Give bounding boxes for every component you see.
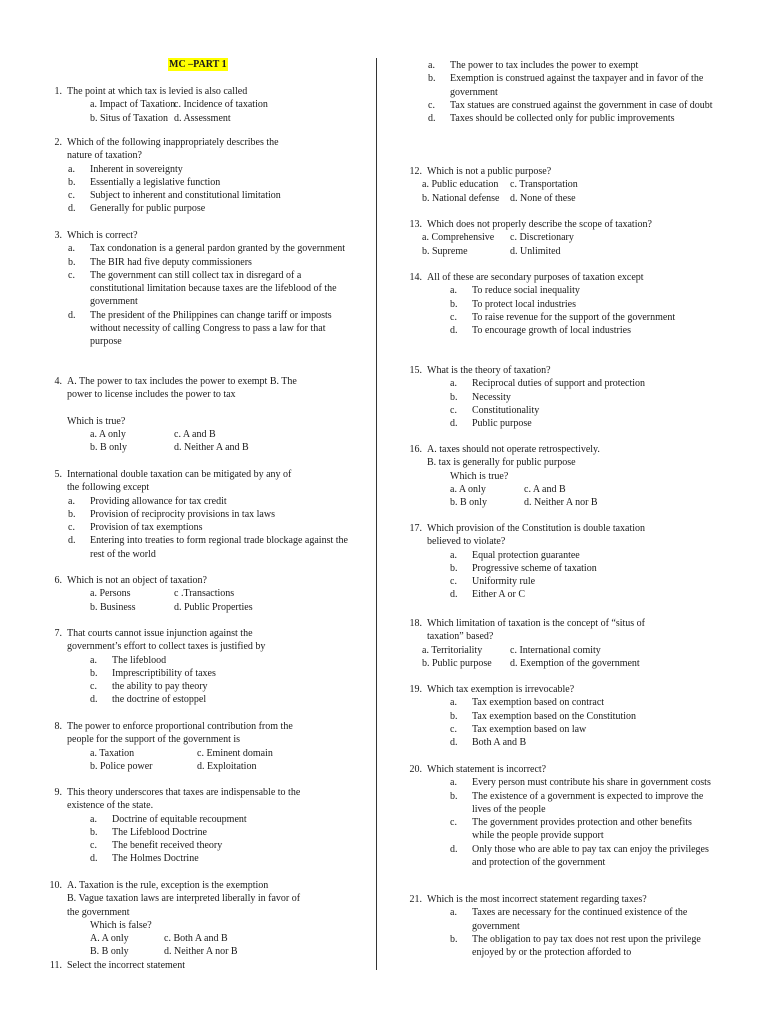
which-prompt: Which is true? [450, 470, 509, 482]
question-text-line: government’s effort to collect taxes is justified by [67, 641, 266, 653]
answer-choice-row [40, 112, 356, 125]
question-block [40, 468, 356, 561]
question-block [400, 443, 716, 509]
answer-choice-row [40, 98, 356, 111]
question-text-line: This theory underscores that taxes are indispensable to the [67, 787, 301, 798]
answer-choice: c .Transactions [174, 588, 235, 600]
option-letter: a. [90, 654, 97, 666]
question-number: 1. [54, 86, 62, 97]
question-body [427, 763, 716, 776]
answer-choice-row [40, 760, 356, 773]
question-text-line: Which is the most incorrect statement regarding taxes? [427, 894, 647, 905]
option-letter: b. [450, 391, 458, 403]
answer-option [40, 163, 356, 176]
answer-option [400, 843, 716, 870]
option-letter: b. [428, 73, 436, 85]
question-number: 13. [409, 219, 422, 230]
question-block [40, 786, 356, 866]
page-title: MC –PART 1 [169, 59, 227, 70]
answer-option [40, 242, 356, 255]
answer-choice-row [400, 245, 716, 258]
answer-choice: b. Public purpose [422, 657, 492, 669]
question-text-line: The point at which tax is levied is also called [67, 86, 248, 97]
option-text: Exemption is construed against the taxpayer and in favor of the government [450, 73, 704, 98]
answer-choice: b. Business [90, 601, 136, 613]
answer-choice-row [400, 657, 716, 670]
answer-option [400, 776, 716, 789]
option-text: The government provides protection and other benefits while the people provide support [472, 817, 692, 842]
option-text: Provision of tax exemptions [90, 522, 203, 534]
answer-choice-row [400, 483, 716, 496]
answer-option [40, 189, 356, 202]
answer-option [40, 667, 356, 680]
option-letter: a. [450, 378, 457, 390]
answer-option [40, 202, 356, 215]
answer-option [40, 256, 356, 269]
answer-option [40, 508, 356, 521]
answer-option [400, 575, 716, 588]
option-text: Constitutionality [472, 404, 540, 416]
answer-option [400, 906, 716, 933]
option-text: The power to tax includes the power to exempt [450, 60, 639, 71]
question-number: 9. [54, 787, 62, 798]
question-body [67, 85, 356, 98]
answer-option [400, 816, 716, 843]
question-number: 18. [409, 618, 422, 629]
question-block [400, 271, 716, 337]
answer-choice: d. Neither A nor B [164, 946, 238, 958]
option-letter: d. [450, 843, 458, 855]
option-letter: c. [450, 404, 457, 416]
option-text: Entering into treaties to form regional trade blockage against the rest of the world [90, 535, 348, 560]
option-letter: c. [450, 576, 457, 588]
option-text: Both A and B [472, 737, 527, 749]
option-letter: a. [428, 60, 435, 71]
option-text: The Holmes Doctrine [112, 853, 199, 865]
answer-option [400, 723, 716, 736]
answer-option [400, 112, 716, 125]
answer-option [400, 736, 716, 749]
answer-option [40, 680, 356, 693]
option-letter: d. [68, 203, 76, 215]
answer-option [400, 933, 716, 960]
answer-choice: b. Supreme [422, 245, 468, 257]
answer-option [400, 696, 716, 709]
option-text: Tax exemption based on the Constitution [472, 710, 636, 722]
option-letter: d. [450, 737, 458, 749]
answer-choice-row [40, 945, 356, 958]
question-text-line: B. tax is generally for public purpose [427, 457, 576, 469]
option-text: The government can still collect tax in disregard of a constitutional limitation because taxes are the lifeblood of the government [90, 269, 337, 308]
answer-choice: c. Incidence of taxation [174, 99, 268, 111]
question-body [67, 627, 356, 654]
which-prompt: Which is false? [90, 919, 152, 931]
answer-choice-row [400, 192, 716, 205]
answer-choice: c. A and B [174, 429, 216, 441]
question-number: 11. [49, 960, 62, 971]
answer-choice: c. Transportation [510, 179, 578, 191]
answer-choice: d. Unlimited [510, 245, 561, 257]
answer-choice: d. Neither A nor B [524, 497, 598, 509]
question-body [67, 959, 356, 972]
answer-choice: b. National defense [422, 192, 500, 204]
question-block [400, 763, 716, 869]
question-text-line: Which is not an object of taxation? [67, 575, 207, 586]
answer-choice: c. Discretionary [510, 232, 574, 244]
question-body [427, 364, 716, 377]
question-text-line: B. Vague taxation laws are interpreted liberally in favor of [67, 893, 301, 905]
option-text: Providing allowance for tax credit [90, 495, 227, 507]
answer-choice: B. B only [90, 946, 129, 958]
option-letter: c. [68, 522, 75, 534]
answer-option [400, 99, 716, 112]
answer-option [400, 377, 716, 390]
option-text: Reciprocal duties of support and protection [472, 378, 646, 390]
answer-choice-row [40, 587, 356, 600]
question-number: 5. [54, 469, 62, 480]
option-letter: d. [90, 853, 98, 865]
question-body [67, 136, 356, 163]
answer-choice-row [40, 428, 356, 441]
answer-option [40, 521, 356, 534]
option-letter: b. [450, 933, 458, 945]
answer-option [400, 562, 716, 575]
option-letter: b. [450, 790, 458, 802]
question-block [400, 617, 716, 670]
answer-choice: a. Taxation [90, 747, 135, 759]
option-letter: d. [428, 113, 436, 125]
question-text-line: Which of the following inappropriately describes the [67, 137, 279, 148]
answer-option [40, 309, 356, 349]
answer-option [40, 654, 356, 667]
option-text: Imprescriptibility of taxes [112, 667, 216, 679]
answer-choice: a. Comprehensive [422, 232, 495, 244]
option-text: To protect local industries [472, 298, 576, 310]
question-block [400, 683, 716, 749]
question-block [40, 574, 356, 614]
question-text-line: Which is true? [67, 415, 126, 427]
answer-choice: c. Eminent domain [197, 747, 273, 759]
answer-option [400, 298, 716, 311]
answer-option [400, 59, 716, 72]
option-letter: c. [450, 817, 457, 829]
option-text: Every person must contribute his share in government costs [472, 777, 711, 789]
option-letter: b. [68, 508, 76, 520]
option-letter: b. [90, 667, 98, 679]
question-text-line: Which does not properly describe the scope of taxation? [427, 219, 652, 230]
option-text: The benefit received theory [112, 840, 223, 852]
question-body [427, 522, 716, 549]
question-number: 20. [409, 764, 422, 775]
option-text: Tax exemption based on law [472, 723, 587, 735]
option-text: Taxes should be collected only for public improvements [450, 113, 675, 125]
question-body [67, 468, 356, 495]
option-text: Subject to inherent and constitutional limitation [90, 190, 281, 202]
option-letter: d. [68, 309, 76, 321]
question-number: 16. [409, 444, 422, 455]
option-text: Only those who are able to pay tax can enjoy the privileges and protection of the government [472, 843, 709, 869]
option-letter: c. [450, 311, 457, 323]
answer-option [40, 534, 356, 561]
option-letter: c. [90, 840, 97, 852]
answer-option [400, 588, 716, 601]
question-block [40, 229, 356, 349]
answer-option [400, 549, 716, 562]
option-letter: a. [450, 697, 457, 709]
question-number: 21. [409, 894, 422, 905]
question-block [40, 375, 356, 455]
option-text: To reduce social inequality [472, 285, 580, 297]
option-letter: d. [90, 694, 98, 706]
question-number: 8. [54, 721, 62, 732]
answer-option [400, 404, 716, 417]
answer-option [400, 72, 716, 99]
option-letter: c. [450, 723, 457, 735]
question-body [67, 229, 356, 242]
option-text: Essentially a legislative function [90, 176, 221, 188]
question-body [427, 165, 716, 178]
question-text-line: Which is not a public purpose? [427, 166, 552, 177]
option-letter: b. [450, 562, 458, 574]
option-letter: d. [68, 535, 76, 547]
answer-choice-row [40, 601, 356, 614]
question-number: 6. [54, 575, 62, 586]
question-number: 17. [409, 523, 422, 534]
answer-option [400, 311, 716, 324]
option-letter: b. [450, 710, 458, 722]
question-text-line: A. taxes should not operate retrospectively. [427, 444, 600, 455]
question-text-line: A. The power to tax includes the power to exempt B. The [67, 376, 297, 387]
option-letter: b. [68, 256, 76, 268]
option-letter: b. [68, 176, 76, 188]
option-text: Equal protection guarantee [472, 549, 580, 561]
question-text-line: A. Taxation is the rule, exception is the exemption [67, 880, 269, 891]
answer-choice: d. Public Properties [174, 601, 253, 613]
answer-choice: c. Both A and B [164, 933, 228, 945]
answer-choice: b. B only [450, 497, 487, 509]
option-text: Taxes are necessary for the continued existence of the government [472, 907, 688, 932]
question-body [427, 218, 716, 231]
option-text: Public purpose [472, 418, 532, 430]
option-text: Either A or C [472, 589, 526, 601]
option-text: The president of the Philippines can change tariff or imposts without necessity of calling Congress to pass a law for that purpose [90, 309, 332, 348]
question-number: 7. [54, 628, 62, 639]
question-text-line: Select the incorrect statement [67, 960, 186, 971]
answer-option [400, 790, 716, 817]
option-letter: b. [90, 826, 98, 838]
question-text-line: All of these are secondary purposes of taxation except [427, 272, 644, 283]
question-text-line: the government [67, 906, 130, 918]
question-block [40, 85, 356, 125]
answer-option [40, 852, 356, 865]
question-number: 14. [409, 272, 422, 283]
option-text: The Lifeblood Doctrine [112, 826, 207, 838]
option-text: The lifeblood [112, 654, 167, 666]
question-text-line: International double taxation can be mitigated by any of [67, 469, 292, 480]
question-block [400, 893, 716, 959]
question-text-line: believed to violate? [427, 536, 506, 548]
question-text-line: Which limitation of taxation is the concept of “situs of [427, 618, 646, 629]
option-letter: c. [68, 190, 75, 202]
answer-option [400, 324, 716, 337]
question-block [400, 522, 716, 602]
option-letter: d. [450, 418, 458, 430]
question-text-line: power to license includes the power to tax [67, 389, 236, 401]
question-text-line: Which tax exemption is irrevocable? [427, 684, 575, 695]
question-body [67, 574, 356, 587]
option-letter: d. [450, 325, 458, 337]
answer-choice: d. Assessment [174, 112, 231, 124]
question-text-line [67, 402, 356, 415]
question-number: 12. [409, 166, 422, 177]
option-letter: c. [90, 681, 97, 693]
answer-option [40, 495, 356, 508]
option-text: Uniformity rule [472, 576, 536, 588]
question-text-line: Which is correct? [67, 230, 138, 241]
answer-option [40, 826, 356, 839]
question-number: 10. [49, 880, 62, 891]
option-text: Progressive scheme of taxation [472, 562, 597, 574]
answer-choice-row [400, 231, 716, 244]
answer-option [40, 176, 356, 189]
answer-choice-row [400, 496, 716, 509]
question-body [427, 617, 716, 644]
answer-choice: a. Persons [90, 588, 131, 600]
answer-choice: c. A and B [524, 483, 566, 495]
answer-option [40, 269, 356, 309]
option-letter: a. [450, 549, 457, 561]
answer-option [40, 813, 356, 826]
option-text: Tax statues are construed against the government in case of doubt [450, 99, 713, 111]
option-text: Tax exemption based on contract [472, 697, 605, 709]
option-letter: d. [450, 589, 458, 601]
question-text-line: Which statement is incorrect? [427, 764, 547, 775]
answer-choice-row [40, 747, 356, 760]
answer-choice-row [40, 441, 356, 454]
question-block [400, 364, 716, 430]
option-text: Tax condonation is a general pardon granted by the government [90, 243, 346, 255]
question-number: 2. [54, 137, 62, 148]
option-text: Generally for public purpose [90, 203, 206, 215]
question-body [67, 879, 356, 919]
option-text: Necessity [472, 391, 511, 403]
option-text: Inherent in sovereignty [90, 163, 183, 175]
question-body [427, 271, 716, 284]
option-letter: a. [68, 243, 75, 255]
answer-option [40, 693, 356, 706]
answer-option [400, 284, 716, 297]
question-block [40, 136, 356, 216]
question-body [67, 786, 356, 813]
question-text-line: existence of the state. [67, 800, 154, 812]
answer-choice: a. A only [90, 429, 126, 441]
question-number: 19. [409, 684, 422, 695]
option-text: To encourage growth of local industries [472, 325, 631, 337]
option-text: The BIR had five deputy commissioners [90, 256, 252, 268]
answer-option [400, 417, 716, 430]
question-text-line: nature of taxation? [67, 150, 142, 162]
option-letter: a. [450, 907, 457, 919]
option-text: To raise revenue for the support of the government [472, 311, 676, 323]
option-letter: c. [428, 99, 435, 111]
question-block [400, 218, 716, 258]
question-text-line: The power to enforce proportional contribution from the [67, 721, 293, 732]
answer-choice: b. Police power [90, 760, 153, 772]
question-body [67, 720, 356, 747]
answer-choice-row [400, 178, 716, 191]
answer-choice: c. International comity [510, 644, 601, 656]
answer-choice: a. A only [450, 483, 486, 495]
column-divider [376, 58, 377, 970]
question-body [427, 443, 716, 470]
question-block [400, 59, 716, 125]
question-body [67, 375, 356, 428]
option-letter: c. [68, 269, 75, 281]
question-block [40, 959, 356, 972]
answer-choice: a. Territoriality [422, 644, 483, 656]
option-text: Provision of reciprocity provisions in tax laws [90, 508, 275, 520]
question-block [400, 165, 716, 205]
option-letter: a. [450, 777, 457, 789]
question-block [40, 879, 356, 959]
answer-choice: b. B only [90, 442, 127, 454]
option-text: The existence of a government is expected to improve the lives of the people [472, 790, 704, 815]
option-letter: a. [68, 163, 75, 175]
answer-choice: d. Exemption of the government [510, 657, 640, 669]
question-text-line: Which provision of the Constitution is double taxation [427, 523, 646, 534]
question-text-line: taxation” based? [427, 631, 494, 643]
answer-choice: b. Situs of Taxation [90, 112, 169, 124]
question-body [427, 893, 716, 906]
question-block [40, 720, 356, 773]
answer-choice: a. Impact of Taxation [90, 99, 176, 111]
option-text: the ability to pay theory [112, 681, 208, 693]
answer-choice-row [400, 644, 716, 657]
answer-choice: d. Neither A and B [174, 442, 249, 454]
option-letter: a. [68, 495, 75, 507]
answer-choice: d. Exploitation [197, 760, 257, 772]
answer-choice: A. A only [90, 933, 129, 945]
option-letter: a. [450, 285, 457, 297]
answer-choice-row [40, 932, 356, 945]
question-number: 15. [409, 365, 422, 376]
option-letter: b. [450, 298, 458, 310]
answer-option [40, 839, 356, 852]
answer-option [400, 710, 716, 723]
question-block [40, 627, 356, 707]
question-text-line: people for the support of the government is [67, 734, 241, 746]
question-text-line: That courts cannot issue injunction against the [67, 628, 253, 639]
question-text-line: the following except [67, 482, 150, 494]
option-text: the doctrine of estoppel [112, 694, 207, 706]
answer-option [400, 391, 716, 404]
answer-choice: a. Public education [422, 179, 499, 191]
option-letter: a. [90, 813, 97, 825]
question-text-line: What is the theory of taxation? [427, 365, 551, 376]
question-body [427, 683, 716, 696]
option-text: Doctrine of equitable recoupment [112, 813, 247, 825]
answer-choice: d. None of these [510, 192, 576, 204]
question-number: 3. [54, 230, 62, 241]
question-number: 4. [54, 376, 62, 387]
option-text: The obligation to pay tax does not rest upon the privilege enjoyed by or the protection afforded to [472, 933, 701, 959]
